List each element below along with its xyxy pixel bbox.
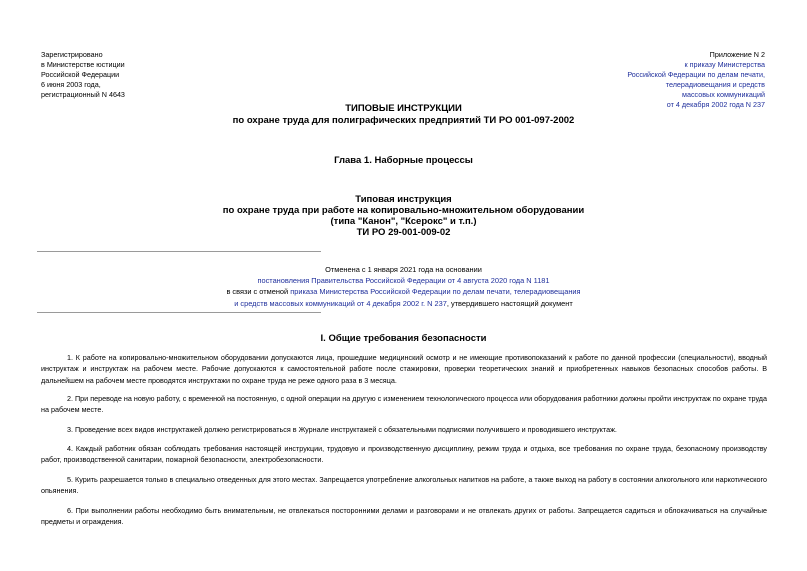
divider-top (37, 251, 321, 252)
cancellation-notice (0, 264, 807, 309)
section-title: I. Общие требования безопасности (320, 333, 487, 344)
notice-line-4-text: , утвердившего настоящий документ (446, 298, 573, 308)
notice-line-1: Отменена с 1 января 2021 года на основании (325, 265, 482, 274)
instruction-line-1: Типовая инструкция (355, 194, 452, 205)
notice-line-3-text: в связи с отменой (226, 287, 291, 297)
registration-line: регистрационный N 4643 (41, 90, 125, 99)
chapter-title: Глава 1. Наборные процессы (334, 155, 473, 166)
appendix-block (465, 50, 765, 110)
notice-link-decree[interactable]: постановления Правительства Российской Федерации от 4 августа 2020 года N 1181 (257, 276, 550, 286)
title-line-2: по охране труда для полиграфических предприятий ТИ РО 001-097-2002 (232, 115, 575, 126)
document-title (0, 103, 807, 127)
appendix-link[interactable]: от 4 декабря 2002 года N 237 (666, 100, 765, 109)
instruction-title (0, 194, 807, 238)
title-line-1: ТИПОВЫЕ ИНСТРУКЦИИ (345, 103, 462, 114)
appendix-link[interactable]: Российской Федерации по делам печати, (627, 70, 765, 79)
divider-bottom (37, 312, 321, 313)
paragraph: 3. Проведение всех видов инструктажей должно регистрироваться в Журнале инструктажей с обязательными подписями получившего и проводившего инструктаж. (67, 425, 617, 434)
registration-line: 6 июня 2003 года, (41, 80, 101, 89)
paragraph: 2. При переводе на новую работу, с временной на постоянную, с одной операции на другую с изменением технологического процесса или оборудования работники должны пройти инструктаж по охране труда на рабочем месте. (41, 394, 767, 415)
registration-line: в Министерстве юстиции (41, 60, 125, 69)
appendix-link[interactable]: к приказу Министерства (684, 60, 765, 69)
appendix-link[interactable]: телерадиовещания и средств (665, 80, 765, 89)
paragraph: 6. При выполнении работы необходимо быть внимательным, не отвлекаться посторонними делами и разговорами и не отвлекать других от работы. Запрещается садиться и облокачиваться на случайные предметы и ограждения. (41, 506, 767, 527)
appendix-label: Приложение N 2 (709, 50, 765, 59)
instruction-line-3: (типа "Канон", "Ксерокс" и т.п.) (330, 216, 477, 227)
instruction-line-2: по охране труда при работе на копировально-множительном оборудовании (222, 205, 585, 216)
paragraph: 4. Каждый работник обязан соблюдать требования настоящей инструкции, трудовую и производственную дисциплину, режим труда и отдыха, все требования по охране труда, безопасному производству работ, производственной санитарии, пожарной безопасности, электробезопасности. (41, 444, 767, 465)
notice-link-order-cont[interactable]: и средств массовых коммуникаций от 4 декабря 2002 г. N 237 (234, 298, 447, 308)
instruction-line-4: ТИ РО 29-001-009-02 (356, 227, 451, 238)
paragraph: 1. К работе на копировально-множительном оборудовании допускаются лица, прошедшие медицинский осмотр и не имеющие противопоказаний к работе по данной профессии (специальности), вводный инструктаж и инструктаж на рабочем месте. Рабочие допускаются к самостоятельной работе после стажировки, проверки теоретических знаний и приобретенных навыков безопасных способов работы. В дальнейшем на рабочем месте проводятся инструктажи по охране труда не реже одного раза в 3 месяца. (41, 353, 767, 385)
registration-block (41, 50, 241, 100)
appendix-link[interactable]: массовых коммуникаций (682, 90, 765, 99)
registration-line: Зарегистрировано (41, 50, 103, 59)
notice-link-order[interactable]: приказа Министерства Российской Федерации по делам печати, телерадиовещания (290, 287, 581, 297)
registration-line: Российской Федерации (41, 70, 120, 79)
paragraph: 5. Курить разрешается только в специально отведенных для этого местах. Запрещается употребление алкогольных напитков на работе, а также выход на работу в состоянии алкогольного или наркотического опьянения. (41, 475, 767, 496)
